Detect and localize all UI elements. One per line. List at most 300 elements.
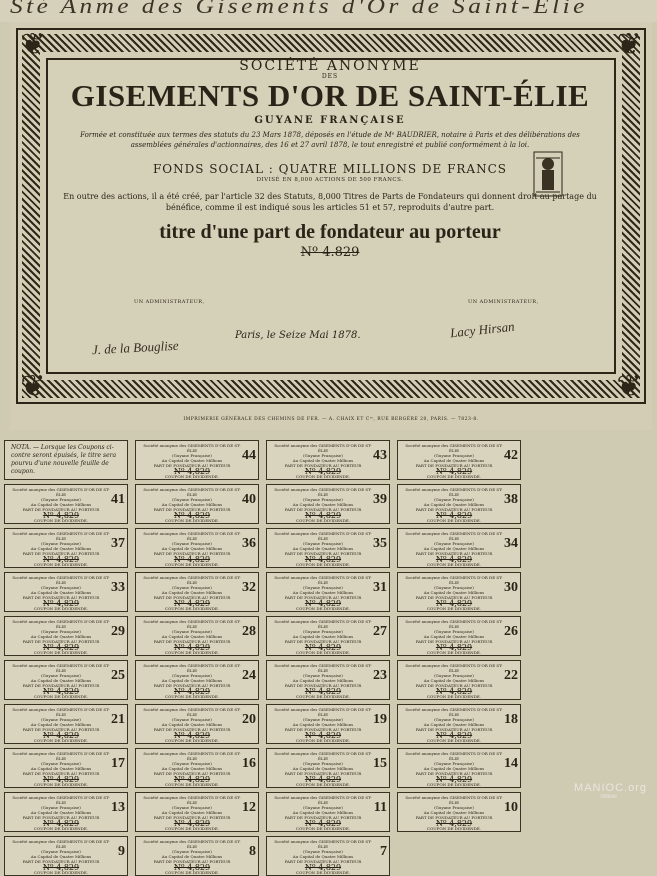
coupon xyxy=(135,484,259,524)
body-text: En outre des actions, il a été créé, par l'article 32 des Statuts, 8,000 Titres de Parts de Fondateurs qui donnent droit au partage du bénéfice, comme il est indiqué sous les articles 51 et 57, reproduits d'autre part. xyxy=(63,192,597,212)
company-name: GISEMENTS D'OR DE SAINT-ÉLIE xyxy=(70,78,590,113)
coupon-line: Société anonyme des GISEMENTS D'OR DE ST-ÉLIE xyxy=(405,795,503,805)
coupon-line: COUPON DE DIVIDENDE. xyxy=(33,870,89,875)
coupon-line: COUPON DE DIVIDENDE. xyxy=(164,474,220,479)
coupon-line: (Guyane Française) xyxy=(303,585,343,590)
coupon-line: PART DE FONDATEUR AU PORTEUR xyxy=(22,815,100,820)
coupon-number: 30 xyxy=(504,580,518,595)
coupon-line: Société anonyme des GISEMENTS D'OR DE ST-ÉLIE xyxy=(274,795,372,805)
coupon-line: Au Capital de Quatre Millions xyxy=(423,810,485,815)
coupon-line: (Guyane Française) xyxy=(172,849,212,854)
banner-text: Sté Anme des Gisements d'Or de Saint-Elie xyxy=(10,0,588,18)
coupon xyxy=(397,440,521,480)
coupon-line: Au Capital de Quatre Millions xyxy=(292,502,354,507)
coupon-share-number: Nº 4,829 xyxy=(304,687,342,696)
coupon-line: Au Capital de Quatre Millions xyxy=(292,854,354,859)
coupon-line: COUPON DE DIVIDENDE. xyxy=(426,782,482,787)
coupon xyxy=(135,836,259,876)
coupon-number: 33 xyxy=(111,580,125,595)
coupon-line: Société anonyme des GISEMENTS D'OR DE ST-ÉLIE xyxy=(143,707,241,717)
coupon-line: Au Capital de Quatre Millions xyxy=(30,502,92,507)
coupon-line: Société anonyme des GISEMENTS D'OR DE ST-ÉLIE xyxy=(405,443,503,453)
coupon-line: Société anonyme des GISEMENTS D'OR DE ST-ÉLIE xyxy=(12,795,110,805)
coupon-line: Société anonyme des GISEMENTS D'OR DE ST-ÉLIE xyxy=(12,619,110,629)
coupon-number: 40 xyxy=(242,492,256,507)
coupon xyxy=(135,440,259,480)
coupon-note: NOTA. — Lorsque les Coupons ci-contre seront épuisés, le titre sera pourvu d'une nouvelle feuille de coupon. xyxy=(4,440,128,480)
coupon-line: (Guyane Française) xyxy=(434,629,474,634)
coupon xyxy=(397,704,521,744)
coupon-line: (Guyane Française) xyxy=(172,497,212,502)
coupon-line: (Guyane Française) xyxy=(303,717,343,722)
coupon-line: Au Capital de Quatre Millions xyxy=(423,634,485,639)
coupon-line: PART DE FONDATEUR AU PORTEUR xyxy=(415,551,493,556)
coupon xyxy=(135,704,259,744)
coupon-line: (Guyane Française) xyxy=(172,585,212,590)
formation-text: Formée et constituée aux termes des statuts du 23 Mars 1878, déposés en l'étude de Mᵉ BAUDRIER, notaire à Paris et des délibérations des assemblées générales d'actionnaires, des 16 et 27 avril 1878, le tout enregistré et publié conformément à la loi. xyxy=(80,131,580,149)
coupon-line: (Guyane Française) xyxy=(172,453,212,458)
coupon-number: 43 xyxy=(373,448,387,463)
coupon xyxy=(4,528,128,568)
coupon xyxy=(397,616,521,656)
coupon-line: Au Capital de Quatre Millions xyxy=(292,810,354,815)
coupon-number: 28 xyxy=(242,624,256,639)
coupon-line: Au Capital de Quatre Millions xyxy=(30,590,92,595)
coupon-line: Au Capital de Quatre Millions xyxy=(161,634,223,639)
coupon-line: Société anonyme des GISEMENTS D'OR DE ST-ÉLIE xyxy=(274,443,372,453)
coupon-line: PART DE FONDATEUR AU PORTEUR xyxy=(22,771,100,776)
coupon-share-number: Nº 4,829 xyxy=(435,467,473,476)
coupon-line: (Guyane Française) xyxy=(303,761,343,766)
coupon-line: PART DE FONDATEUR AU PORTEUR xyxy=(153,771,231,776)
admin-right-label: UN ADMINISTRATEUR, xyxy=(468,299,539,305)
coupon-share-number: Nº 4,829 xyxy=(173,599,211,608)
coupon-line: Société anonyme des GISEMENTS D'OR DE ST-ÉLIE xyxy=(274,619,372,629)
coupon-number: 9 xyxy=(118,844,125,859)
coupon xyxy=(266,748,390,788)
coupon xyxy=(397,572,521,612)
coupon-line: PART DE FONDATEUR AU PORTEUR xyxy=(153,683,231,688)
coupon-line: PART DE FONDATEUR AU PORTEUR xyxy=(22,507,100,512)
coupon-line: Au Capital de Quatre Millions xyxy=(161,590,223,595)
coupon-line: Société anonyme des GISEMENTS D'OR DE ST-ÉLIE xyxy=(12,839,110,849)
coupon-line: Société anonyme des GISEMENTS D'OR DE ST-ÉLIE xyxy=(405,751,503,761)
coupon-line: Société anonyme des GISEMENTS D'OR DE ST-ÉLIE xyxy=(405,487,503,497)
coupon-line: Au Capital de Quatre Millions xyxy=(30,854,92,859)
coupon-line: Société anonyme des GISEMENTS D'OR DE ST-ÉLIE xyxy=(143,487,241,497)
coupon-line: COUPON DE DIVIDENDE. xyxy=(295,518,351,523)
coupon-line: PART DE FONDATEUR AU PORTEUR xyxy=(284,595,362,600)
coupon-line: COUPON DE DIVIDENDE. xyxy=(295,694,351,699)
watermark-sub: ORkidé xyxy=(600,794,617,800)
coupon-line: COUPON DE DIVIDENDE. xyxy=(33,606,89,611)
coupon-number: 19 xyxy=(373,712,387,727)
coupon-share-number: Nº 4,829 xyxy=(173,511,211,520)
coupon-line: (Guyane Française) xyxy=(41,585,81,590)
coupon-line: Au Capital de Quatre Millions xyxy=(161,854,223,859)
coupon-line: COUPON DE DIVIDENDE. xyxy=(295,738,351,743)
coupon-share-number: Nº 4,829 xyxy=(435,599,473,608)
coupon-number: 39 xyxy=(373,492,387,507)
coupon-line: Société anonyme des GISEMENTS D'OR DE ST-ÉLIE xyxy=(274,839,372,849)
coupon-line: COUPON DE DIVIDENDE. xyxy=(295,562,351,567)
coupon-line: (Guyane Française) xyxy=(41,805,81,810)
share-certificate xyxy=(10,22,652,430)
coupon-line: Société anonyme des GISEMENTS D'OR DE ST-ÉLIE xyxy=(405,531,503,541)
coupon-share-number: Nº 4,829 xyxy=(304,731,342,740)
coupon-number: 25 xyxy=(111,668,125,683)
coupon-line: COUPON DE DIVIDENDE. xyxy=(33,562,89,567)
coupon-line: PART DE FONDATEUR AU PORTEUR xyxy=(415,771,493,776)
coupon-line: (Guyane Française) xyxy=(303,629,343,634)
coupon-line: (Guyane Française) xyxy=(303,453,343,458)
coupon-line: (Guyane Française) xyxy=(172,673,212,678)
coupon-number: 12 xyxy=(242,800,256,815)
coupon-share-number: Nº 4,829 xyxy=(435,731,473,740)
coupon-line: PART DE FONDATEUR AU PORTEUR xyxy=(284,507,362,512)
coupon-line: COUPON DE DIVIDENDE. xyxy=(295,474,351,479)
coupon-line: PART DE FONDATEUR AU PORTEUR xyxy=(284,815,362,820)
coupon-share-number: Nº 4,829 xyxy=(304,643,342,652)
share-title: titre d'une part de fondateur au porteur xyxy=(159,221,501,243)
coupon-line: COUPON DE DIVIDENDE. xyxy=(426,474,482,479)
coupon-line: (Guyane Française) xyxy=(172,629,212,634)
coupon-line: Au Capital de Quatre Millions xyxy=(161,810,223,815)
coupon xyxy=(266,792,390,832)
coupon xyxy=(266,528,390,568)
coupon-share-number: Nº 4,829 xyxy=(304,467,342,476)
coupon-line: Société anonyme des GISEMENTS D'OR DE ST-ÉLIE xyxy=(405,575,503,585)
coupon-line: Au Capital de Quatre Millions xyxy=(423,546,485,551)
coupon-share-number: Nº 4,829 xyxy=(304,511,342,520)
coupon xyxy=(135,748,259,788)
coupon-line: PART DE FONDATEUR AU PORTEUR xyxy=(153,595,231,600)
coupon-line: Société anonyme des GISEMENTS D'OR DE ST-ÉLIE xyxy=(12,707,110,717)
coupon-line: PART DE FONDATEUR AU PORTEUR xyxy=(153,815,231,820)
coupon-line: (Guyane Française) xyxy=(172,761,212,766)
coupon-line: Au Capital de Quatre Millions xyxy=(423,766,485,771)
coupon xyxy=(4,704,128,744)
coupon-line: Société anonyme des GISEMENTS D'OR DE ST-ÉLIE xyxy=(143,839,241,849)
coupon-number: 41 xyxy=(111,492,125,507)
coupon-number: 17 xyxy=(111,756,125,771)
coupon-line: COUPON DE DIVIDENDE. xyxy=(295,606,351,611)
coupon-share-number: Nº 4,829 xyxy=(435,511,473,520)
seal-stamp-icon xyxy=(530,150,566,198)
coupon-line: COUPON DE DIVIDENDE. xyxy=(164,650,220,655)
coupon-line: (Guyane Française) xyxy=(303,805,343,810)
coupon-number: 37 xyxy=(111,536,125,551)
coupon-line: COUPON DE DIVIDENDE. xyxy=(164,518,220,523)
coupon-share-number: Nº 4,829 xyxy=(42,687,80,696)
coupon-number: 20 xyxy=(242,712,256,727)
coupon-line: (Guyane Française) xyxy=(172,541,212,546)
coupon-line: (Guyane Française) xyxy=(41,629,81,634)
coupon-line: COUPON DE DIVIDENDE. xyxy=(426,738,482,743)
coupon-line: PART DE FONDATEUR AU PORTEUR xyxy=(284,463,362,468)
fleur-corner-icon: ❦ xyxy=(20,369,46,404)
coupon-line: Au Capital de Quatre Millions xyxy=(30,766,92,771)
coupon-line: PART DE FONDATEUR AU PORTEUR xyxy=(284,551,362,556)
coupon-share-number: Nº 4,829 xyxy=(173,555,211,564)
coupon xyxy=(266,572,390,612)
coupon xyxy=(266,836,390,876)
coupon-line: (Guyane Française) xyxy=(172,805,212,810)
coupon-number: 32 xyxy=(242,580,256,595)
coupon-line: Au Capital de Quatre Millions xyxy=(292,634,354,639)
coupon-number: 14 xyxy=(504,756,518,771)
coupon xyxy=(4,572,128,612)
coupon-number: 42 xyxy=(504,448,518,463)
coupon-line: PART DE FONDATEUR AU PORTEUR xyxy=(284,859,362,864)
coupon-line: COUPON DE DIVIDENDE. xyxy=(33,650,89,655)
coupon xyxy=(135,792,259,832)
coupon-line: PART DE FONDATEUR AU PORTEUR xyxy=(284,639,362,644)
coupon-line: COUPON DE DIVIDENDE. xyxy=(426,562,482,567)
coupon-number: 36 xyxy=(242,536,256,551)
coupon-share-number: Nº 4,829 xyxy=(42,511,80,520)
coupon-line: PART DE FONDATEUR AU PORTEUR xyxy=(153,507,231,512)
coupon-line: COUPON DE DIVIDENDE. xyxy=(426,826,482,831)
coupon-line: COUPON DE DIVIDENDE. xyxy=(426,650,482,655)
coupon-line: PART DE FONDATEUR AU PORTEUR xyxy=(415,463,493,468)
coupon xyxy=(266,484,390,524)
coupon-line: Société anonyme des GISEMENTS D'OR DE ST-ÉLIE xyxy=(143,751,241,761)
coupon xyxy=(266,660,390,700)
coupon-line: Au Capital de Quatre Millions xyxy=(30,546,92,551)
capital-subtext: DIVISÉ EN 8,000 ACTIONS DE 500 FRANCS. xyxy=(256,177,404,183)
coupon-line: PART DE FONDATEUR AU PORTEUR xyxy=(153,639,231,644)
watermark: MANIOC.org xyxy=(574,782,647,794)
coupon-line: PART DE FONDATEUR AU PORTEUR xyxy=(284,683,362,688)
coupon-line: Au Capital de Quatre Millions xyxy=(423,678,485,683)
coupon-line: Au Capital de Quatre Millions xyxy=(161,546,223,551)
coupon-number: 8 xyxy=(249,844,256,859)
coupon-line: (Guyane Française) xyxy=(434,805,474,810)
coupon-line: COUPON DE DIVIDENDE. xyxy=(164,870,220,875)
coupon-line: (Guyane Française) xyxy=(41,541,81,546)
coupon-share-number: Nº 4,829 xyxy=(173,643,211,652)
coupon-share-number: Nº 4,829 xyxy=(173,687,211,696)
coupon-line: (Guyane Française) xyxy=(434,761,474,766)
coupon-number: 24 xyxy=(242,668,256,683)
coupon-line: Au Capital de Quatre Millions xyxy=(423,590,485,595)
coupon xyxy=(4,748,128,788)
coupon-line: Société anonyme des GISEMENTS D'OR DE ST-ÉLIE xyxy=(143,619,241,629)
coupon xyxy=(4,660,128,700)
coupon-line: Au Capital de Quatre Millions xyxy=(30,722,92,727)
printer-imprint: IMPRIMERIE GÉNÉRALE DES CHEMINS DE FER. — A. CHAIX ET Cⁱᵉ, RUE BERGÈRE 20, PARIS. — 7823-8. xyxy=(183,417,479,422)
coupon xyxy=(4,792,128,832)
coupon-line: COUPON DE DIVIDENDE. xyxy=(164,694,220,699)
coupon-line: Au Capital de Quatre Millions xyxy=(292,546,354,551)
coupon-share-number: Nº 4,829 xyxy=(304,819,342,828)
coupon-number: 27 xyxy=(373,624,387,639)
coupon xyxy=(397,660,521,700)
coupon-share-number: Nº 4,829 xyxy=(42,819,80,828)
coupon-line: Au Capital de Quatre Millions xyxy=(423,722,485,727)
coupon-share-number: Nº 4,829 xyxy=(435,643,473,652)
company-region: GUYANE FRANÇAISE xyxy=(254,115,406,126)
coupon-line: Au Capital de Quatre Millions xyxy=(423,502,485,507)
coupon-line: PART DE FONDATEUR AU PORTEUR xyxy=(415,815,493,820)
coupon-share-number: Nº 4,829 xyxy=(173,775,211,784)
coupon-line: COUPON DE DIVIDENDE. xyxy=(33,738,89,743)
coupon-line: (Guyane Française) xyxy=(303,497,343,502)
coupon-line: (Guyane Française) xyxy=(41,673,81,678)
coupon-line: Société anonyme des GISEMENTS D'OR DE ST-ÉLIE xyxy=(12,663,110,673)
coupon-number: 10 xyxy=(504,800,518,815)
coupon-line: Société anonyme des GISEMENTS D'OR DE ST-ÉLIE xyxy=(405,663,503,673)
coupon-line: Au Capital de Quatre Millions xyxy=(292,766,354,771)
coupon-line: Au Capital de Quatre Millions xyxy=(292,722,354,727)
coupon-line: Société anonyme des GISEMENTS D'OR DE ST-ÉLIE xyxy=(12,487,110,497)
coupon-line: Au Capital de Quatre Millions xyxy=(423,458,485,463)
coupon-line: PART DE FONDATEUR AU PORTEUR xyxy=(284,771,362,776)
admin-left-label: UN ADMINISTRATEUR, xyxy=(134,299,205,305)
coupon-line: Société anonyme des GISEMENTS D'OR DE ST-ÉLIE xyxy=(274,575,372,585)
coupon-share-number: Nº 4,829 xyxy=(42,731,80,740)
coupon-number: 29 xyxy=(111,624,125,639)
coupon-number: 21 xyxy=(111,712,125,727)
coupon-line: Société anonyme des GISEMENTS D'OR DE ST-ÉLIE xyxy=(405,707,503,717)
coupon-line: COUPON DE DIVIDENDE. xyxy=(164,606,220,611)
coupon-share-number: Nº 4,829 xyxy=(304,863,342,872)
coupon-line: PART DE FONDATEUR AU PORTEUR xyxy=(284,727,362,732)
coupon xyxy=(135,572,259,612)
coupon-line: PART DE FONDATEUR AU PORTEUR xyxy=(415,595,493,600)
coupon-line: PART DE FONDATEUR AU PORTEUR xyxy=(22,727,100,732)
coupon-share-number: Nº 4,829 xyxy=(304,775,342,784)
coupon-line: COUPON DE DIVIDENDE. xyxy=(33,826,89,831)
coupon-line: Société anonyme des GISEMENTS D'OR DE ST-ÉLIE xyxy=(143,575,241,585)
coupon-line: Société anonyme des GISEMENTS D'OR DE ST-ÉLIE xyxy=(12,751,110,761)
fleur-corner-icon: ❦ xyxy=(616,369,642,404)
coupon-line: Au Capital de Quatre Millions xyxy=(30,678,92,683)
coupon-line: Société anonyme des GISEMENTS D'OR DE ST-ÉLIE xyxy=(274,487,372,497)
coupon-share-number: Nº 4,829 xyxy=(435,775,473,784)
place-date: Paris, le Seize Mai 1878. xyxy=(235,330,361,341)
coupon-number: 15 xyxy=(373,756,387,771)
share-number: Nº 4.829 xyxy=(300,245,360,260)
coupon-line: Société anonyme des GISEMENTS D'OR DE ST-ÉLIE xyxy=(143,663,241,673)
top-banner xyxy=(0,0,657,22)
coupon-line: Au Capital de Quatre Millions xyxy=(30,634,92,639)
coupon xyxy=(135,528,259,568)
coupon-line: PART DE FONDATEUR AU PORTEUR xyxy=(153,551,231,556)
coupon-number: 7 xyxy=(380,844,387,859)
coupon-number: 38 xyxy=(504,492,518,507)
coupon-line: (Guyane Française) xyxy=(41,497,81,502)
coupon-line: Au Capital de Quatre Millions xyxy=(161,722,223,727)
coupon-number: 35 xyxy=(373,536,387,551)
coupon-line: COUPON DE DIVIDENDE. xyxy=(426,694,482,699)
coupon-share-number: Nº 4,829 xyxy=(173,467,211,476)
coupon-line: (Guyane Française) xyxy=(41,717,81,722)
coupon xyxy=(397,748,521,788)
coupon-line: (Guyane Française) xyxy=(303,849,343,854)
coupon-line: COUPON DE DIVIDENDE. xyxy=(33,518,89,523)
coupon-number: 31 xyxy=(373,580,387,595)
coupon-line: COUPON DE DIVIDENDE. xyxy=(33,782,89,787)
coupon-line: Au Capital de Quatre Millions xyxy=(292,458,354,463)
coupon-number: 26 xyxy=(504,624,518,639)
coupon-line: COUPON DE DIVIDENDE. xyxy=(426,518,482,523)
coupon-share-number: Nº 4,829 xyxy=(173,863,211,872)
fleur-corner-icon: ❦ xyxy=(616,27,642,62)
coupon-line: COUPON DE DIVIDENDE. xyxy=(164,738,220,743)
coupon xyxy=(397,484,521,524)
coupon-share-number: Nº 4,829 xyxy=(42,643,80,652)
coupon-share-number: Nº 4,829 xyxy=(42,863,80,872)
coupon-line: (Guyane Française) xyxy=(41,849,81,854)
coupon-share-number: Nº 4,829 xyxy=(173,731,211,740)
coupon-line: Société anonyme des GISEMENTS D'OR DE ST-ÉLIE xyxy=(274,707,372,717)
coupon xyxy=(4,836,128,876)
coupon-line: Société anonyme des GISEMENTS D'OR DE ST-ÉLIE xyxy=(12,531,110,541)
coupon xyxy=(266,440,390,480)
coupon-line: (Guyane Française) xyxy=(434,585,474,590)
coupon-line: (Guyane Française) xyxy=(434,541,474,546)
coupon xyxy=(397,528,521,568)
coupon-line: Société anonyme des GISEMENTS D'OR DE ST-ÉLIE xyxy=(143,531,241,541)
coupon-line: (Guyane Française) xyxy=(303,541,343,546)
coupon-line: COUPON DE DIVIDENDE. xyxy=(295,782,351,787)
coupon xyxy=(4,484,128,524)
signature-right: Lacy Hirsan xyxy=(449,318,516,341)
coupon-line: PART DE FONDATEUR AU PORTEUR xyxy=(22,639,100,644)
coupon-line: (Guyane Française) xyxy=(434,453,474,458)
signature-left: J. de la Bouglise xyxy=(91,337,179,358)
coupon-share-number: Nº 4,829 xyxy=(435,819,473,828)
coupon-line: Société anonyme des GISEMENTS D'OR DE ST-ÉLIE xyxy=(274,531,372,541)
coupon-line: COUPON DE DIVIDENDE. xyxy=(295,870,351,875)
coupon-share-number: Nº 4,829 xyxy=(42,555,80,564)
coupon-share-number: Nº 4,829 xyxy=(42,775,80,784)
coupon-line: Au Capital de Quatre Millions xyxy=(161,678,223,683)
coupon-line: (Guyane Française) xyxy=(434,673,474,678)
coupon-line: PART DE FONDATEUR AU PORTEUR xyxy=(153,727,231,732)
coupon xyxy=(397,792,521,832)
coupon-line: PART DE FONDATEUR AU PORTEUR xyxy=(153,463,231,468)
coupon-line: Société anonyme des GISEMENTS D'OR DE ST-ÉLIE xyxy=(143,795,241,805)
coupon-line: PART DE FONDATEUR AU PORTEUR xyxy=(415,507,493,512)
coupon-number: 16 xyxy=(242,756,256,771)
coupon-number: 11 xyxy=(373,800,387,815)
coupon-number: 18 xyxy=(504,712,518,727)
fleur-corner-icon: ❦ xyxy=(20,27,46,62)
coupon xyxy=(4,616,128,656)
coupon-line: PART DE FONDATEUR AU PORTEUR xyxy=(22,859,100,864)
coupon xyxy=(135,616,259,656)
coupon-number: 13 xyxy=(111,800,125,815)
coupon-line: Société anonyme des GISEMENTS D'OR DE ST-ÉLIE xyxy=(12,575,110,585)
coupon-line: COUPON DE DIVIDENDE. xyxy=(295,826,351,831)
coupon-line: Au Capital de Quatre Millions xyxy=(161,458,223,463)
coupon-line: PART DE FONDATEUR AU PORTEUR xyxy=(415,683,493,688)
coupon-line: PART DE FONDATEUR AU PORTEUR xyxy=(415,727,493,732)
coupon xyxy=(266,704,390,744)
coupon-line: Société anonyme des GISEMENTS D'OR DE ST-ÉLIE xyxy=(143,443,241,453)
coupon-line: PART DE FONDATEUR AU PORTEUR xyxy=(153,859,231,864)
coupon-number: 23 xyxy=(373,668,387,683)
coupon-line: COUPON DE DIVIDENDE. xyxy=(164,782,220,787)
coupon-line: COUPON DE DIVIDENDE. xyxy=(426,606,482,611)
coupon-share-number: Nº 4,829 xyxy=(42,599,80,608)
coupon xyxy=(135,660,259,700)
capital-text: FONDS SOCIAL : QUATRE MILLIONS DE FRANCS xyxy=(152,162,507,176)
coupon-line: Au Capital de Quatre Millions xyxy=(292,678,354,683)
